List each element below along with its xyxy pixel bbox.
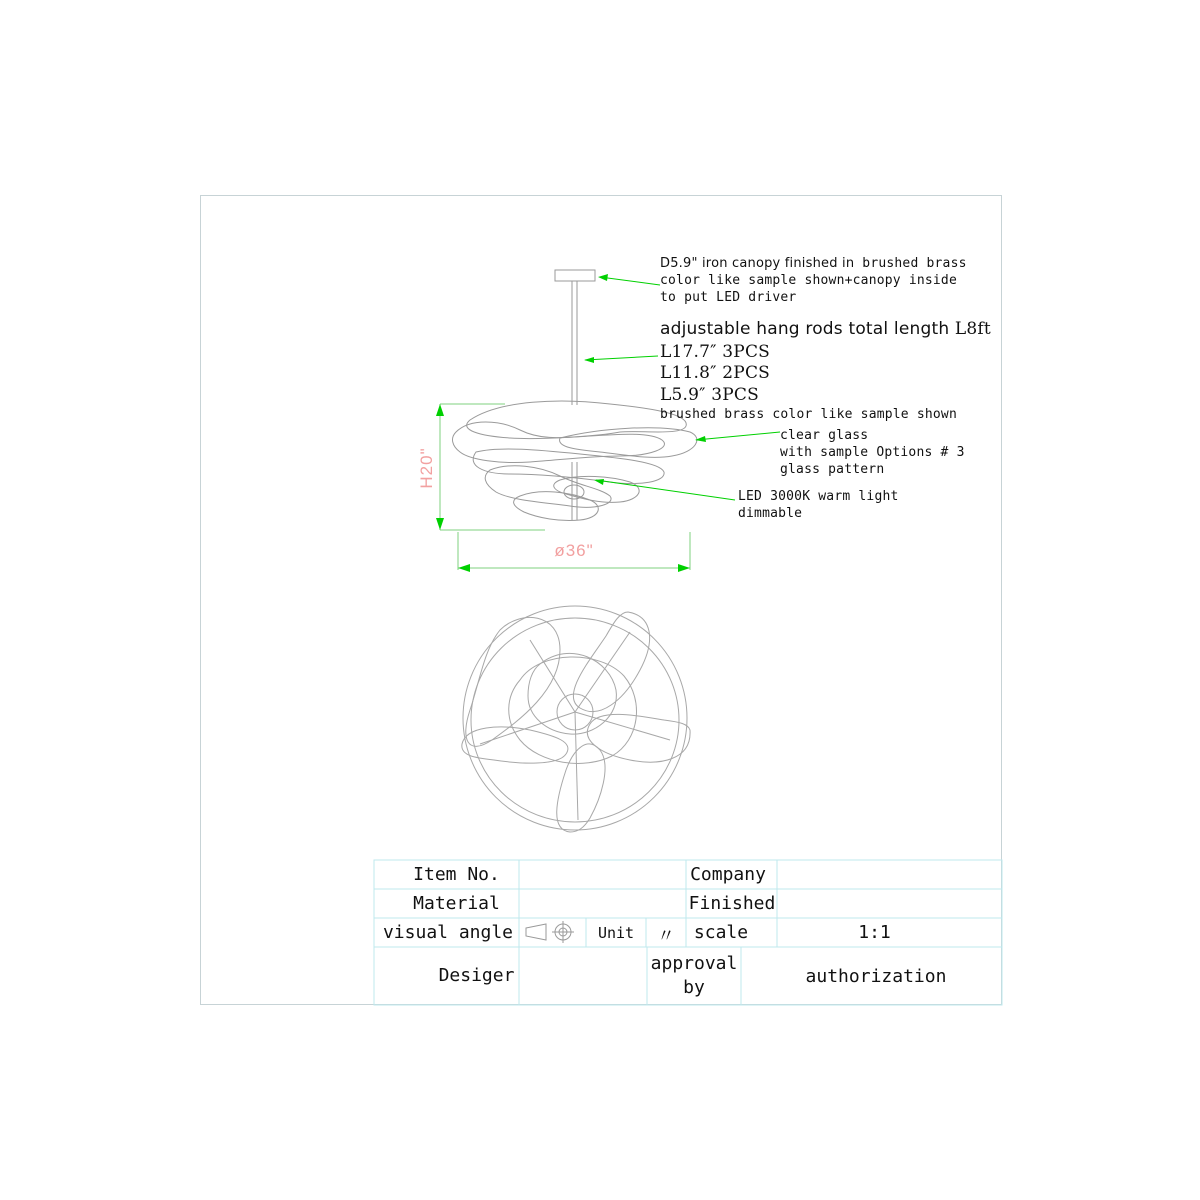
rod-length-1: L17.7″ 3PCS: [660, 342, 771, 362]
canopy-leader-arrow: [598, 274, 608, 281]
glass-note-line-2: with sample Options # 3: [780, 445, 965, 460]
company-label: Company: [690, 864, 766, 885]
rod-leader: [585, 356, 658, 360]
led-note-line-1: LED 3000K warm light: [738, 489, 899, 504]
canopy-note-a: D5.9" iron canopy finished in: [660, 256, 855, 271]
plan-spoke-1: [530, 640, 575, 712]
canopy-note-line-1: [660, 255, 967, 272]
rod-leader-arrow: [584, 357, 594, 363]
rod-color-note: brushed brass color like sample shown: [660, 407, 957, 422]
approval-label-line-2: by: [683, 977, 705, 998]
diameter-dimension-label: ø36": [554, 541, 594, 560]
height-arrow-bottom: [436, 518, 444, 530]
plan-lobe-bottom: [557, 744, 605, 832]
led-leader-arrow: [594, 479, 604, 485]
material-label: Material: [413, 893, 500, 914]
finished-label: Finished: [688, 893, 776, 914]
visual-angle-label: visual angle: [382, 922, 514, 943]
plan-spoke-2: [575, 632, 630, 712]
width-arrow-right: [678, 564, 690, 572]
plan-spoke-4: [575, 712, 578, 820]
width-arrow-left: [458, 564, 470, 572]
rods-title-a: adjustable hang rods total length: [660, 319, 950, 339]
glass-note-line-3: glass pattern: [780, 462, 885, 477]
rods-title: [660, 318, 991, 340]
plan-inner-petals-1: [509, 657, 637, 763]
petal-top: [467, 401, 687, 439]
unit-label: Unit: [597, 924, 635, 942]
canopy: [555, 270, 595, 281]
authorization-label: authorization: [805, 966, 947, 987]
led-leader: [596, 480, 735, 500]
rod-length-2: L11.8″ 2PCS: [660, 363, 771, 383]
approval-label-line-1: approval: [650, 953, 738, 974]
unit-value: 〃: [657, 926, 675, 947]
rod-length-3: L5.9″ 3PCS: [660, 385, 759, 405]
scale-label: scale: [693, 922, 749, 943]
led-note-line-2: dimmable: [738, 506, 803, 521]
canopy-note-line-3: to put LED driver: [660, 290, 797, 305]
petal-bottom: [514, 492, 599, 521]
scale-value: 1:1: [858, 922, 891, 943]
designer-label: Desiger: [438, 965, 515, 986]
canopy-note-line-2: color like sample shown+canopy inside: [660, 273, 957, 288]
canopy-leader: [600, 277, 660, 285]
petal-right-outer: [560, 428, 697, 458]
projection-cone-icon: [526, 924, 546, 940]
height-arrow-top: [436, 404, 444, 416]
visual-angle-symbol: [526, 921, 574, 943]
rods-title-b: L8ft: [949, 319, 991, 339]
canopy-note-b: brushed brass: [854, 256, 967, 271]
height-dimension-label: H20": [417, 447, 436, 489]
glass-note-line-1: clear glass: [780, 428, 869, 443]
led-core: [564, 485, 584, 499]
glass-leader: [696, 432, 780, 440]
top-plan-view: [462, 606, 690, 832]
item-no-label: Item No.: [413, 864, 500, 885]
